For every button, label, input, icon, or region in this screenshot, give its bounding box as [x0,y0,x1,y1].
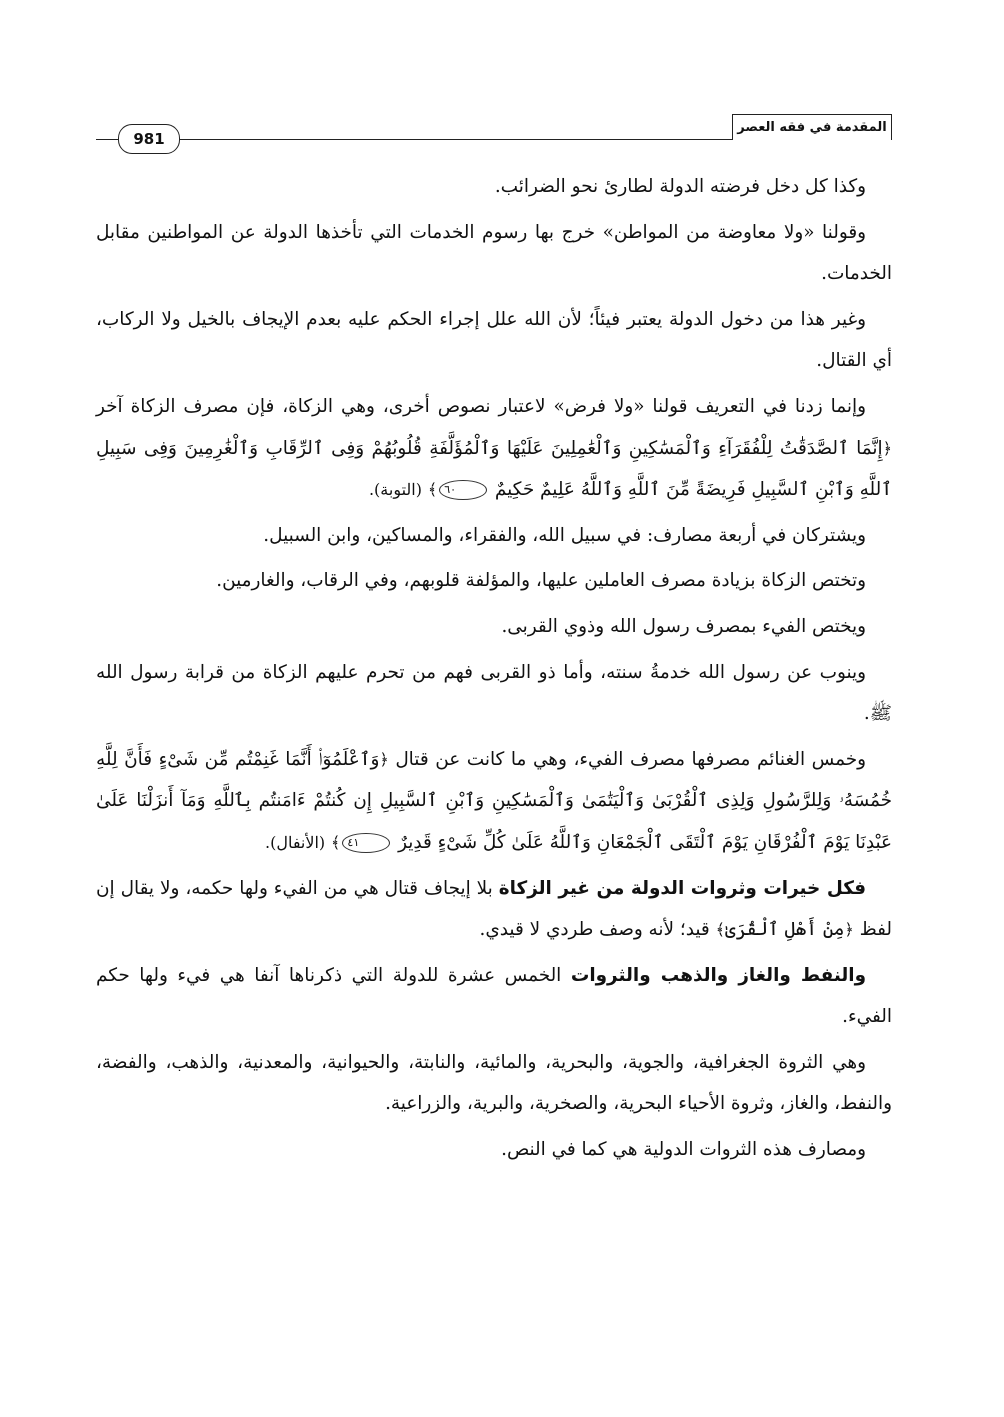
paragraph [96,515,892,557]
paragraph-end: قيد؛ لأنه وصف طردي لا قيدي. [479,919,710,941]
paragraph-text: وهي الثروة الجغرافية، والجوية، والبحرية، والمائية، والنابتة، والحيوانية، والمعدنية، والذهب، والفضة، والنفط، والغاز، وثروة الأحياء البحرية، والصخرية، والبرية، والزراعية. [96,1051,892,1115]
paragraph [96,868,892,951]
paragraph [96,739,892,864]
paragraph-text: وتختص الزكاة بزيادة مصرف العاملين عليها، والمؤلفة قلوبهم، وفي الرقاب، والغارمين. [216,570,866,592]
paragraph-text: وقولنا «ولا معاوضة من المواطن» خرج بها رسوم الخدمات التي تأخذها الدولة عن المواطنين مقابل الخدمات. [96,221,892,285]
paragraph-end: . [863,703,870,725]
page-body [96,166,892,1276]
quran-open-bracket: ﴿ [379,749,389,769]
surah-reference: (التوبة). [368,480,422,500]
quran-close-bracket: ﴾ [331,832,341,852]
paragraph-text: وخمس الغنائم مصرفها مصرف الفيء، وهي ما كانت عن قتال [395,748,866,770]
paragraph-text: ويختص الفيء بمصرف رسول الله وذوي القربى. [501,615,866,637]
paragraph [96,560,892,602]
paragraph-text: بلا إيجاف قتال هي من الفيء ولها حكمه، ولا يقال إن لفظ [96,877,892,941]
salutation-symbol: ﷺ [869,703,892,725]
paragraph-text: ومصارف هذه الثروات الدولية هي كما في النص. [501,1139,866,1161]
paragraph [96,166,892,208]
paragraph-text: ويشتركان في أربعة مصارف: في سبيل الله، والفقراء، والمساكين، وابن السبيل. [263,524,866,546]
quran-close-bracket: ﴾ [715,920,725,940]
quran-open-bracket: ﴿ [844,920,854,940]
paragraph-text: وينوب عن رسول الله خدمةُ سنته، وأما ذو القربى فهم من تحرم عليهم الزكاة من قرابة رسول الله [96,661,866,683]
paragraph [96,652,892,735]
quran-open-bracket: ﴿ [882,438,892,458]
quran-verse: وَٱعْلَمُوٓا۟ أَنَّمَا غَنِمْتُم مِّن شَىْءٍ فَأَنَّ لِلَّهِ خُمُسَهُۥ وَلِلرَّسُولِ وَلِذِى ٱلْقُرْبَىٰ وَٱلْيَتَٰمَىٰ وَٱلْمَسَٰكِينِ وَٱبْنِ ٱلسَّبِيلِ إِن كُنتُمْ ءَامَنتُم بِٱللَّهِ وَمَآ أَنزَلْنَا عَلَىٰ عَبْدِنَا يَوْمَ ٱلْفُرْقَانِ يَوْمَ ٱلْتَقَى ٱلْجَمْعَانِ وَٱللَّهُ عَلَىٰ كُلِّ شَىْءٍ قَدِيرٌ [96,748,892,853]
bold-phrase: والنفط والغاز والذهب والثروات [570,964,866,986]
quran-close-bracket: ﴾ [427,480,438,500]
page-number: 981 [118,124,180,154]
running-header-title: المقدمة في فقه العصر [732,114,892,140]
paragraph-text: وكذا كل دخل فرضته الدولة لطارئ نحو الضرائب. [494,176,866,197]
ayah-number: ٦٠ [439,480,487,500]
quran-verse: إِنَّمَا ٱلصَّدَقَٰتُ لِلْفُقَرَآءِ وَٱلْمَسَٰكِينِ وَٱلْعَٰمِلِينَ عَلَيْهَا وَٱلْمُؤَلَّفَةِ قُلُوبُهُمْ وَفِى ٱلرِّقَابِ وَٱلْغَٰرِمِينَ وَفِى سَبِيلِ ٱللَّهِ وَٱبْنِ ٱلسَّبِيلِ فَرِيضَةً مِّنَ ٱللَّهِ وَٱللَّهُ عَلِيمٌ حَكِيمٌ [96,437,892,501]
paragraph [96,386,892,511]
ayah-number: ٤١ [342,833,390,853]
paragraph-text: وغير هذا من دخول الدولة يعتبر فيئاً؛ لأن الله علل إجراء الحكم عليه بعدم الإيجاف بالخيل ولا الركاب، أي القتال. [96,308,892,372]
paragraph [96,606,892,648]
surah-reference: (الأنفال). [264,832,326,852]
paragraph-text: الخمس عشرة للدولة التي ذكرناها آنفا هي فيء ولها حكم الفيء. [96,964,892,1028]
paragraph [96,955,892,1038]
quran-verse: مِنْ أَهْلِ ٱلْقُرَىٰ [724,919,845,941]
paragraph [96,299,892,382]
bold-phrase: فكل خيرات وثروات الدولة من غير الزكاة [498,877,866,899]
paragraph-text: وإنما زدنا في التعريف قولنا «ولا فرض» لاعتبار نصوص أخرى، وهي الزكاة، فإن مصرف الزكاة آخر [96,395,866,417]
paragraph [96,1042,892,1125]
paragraph [96,212,892,295]
paragraph [96,1129,892,1171]
